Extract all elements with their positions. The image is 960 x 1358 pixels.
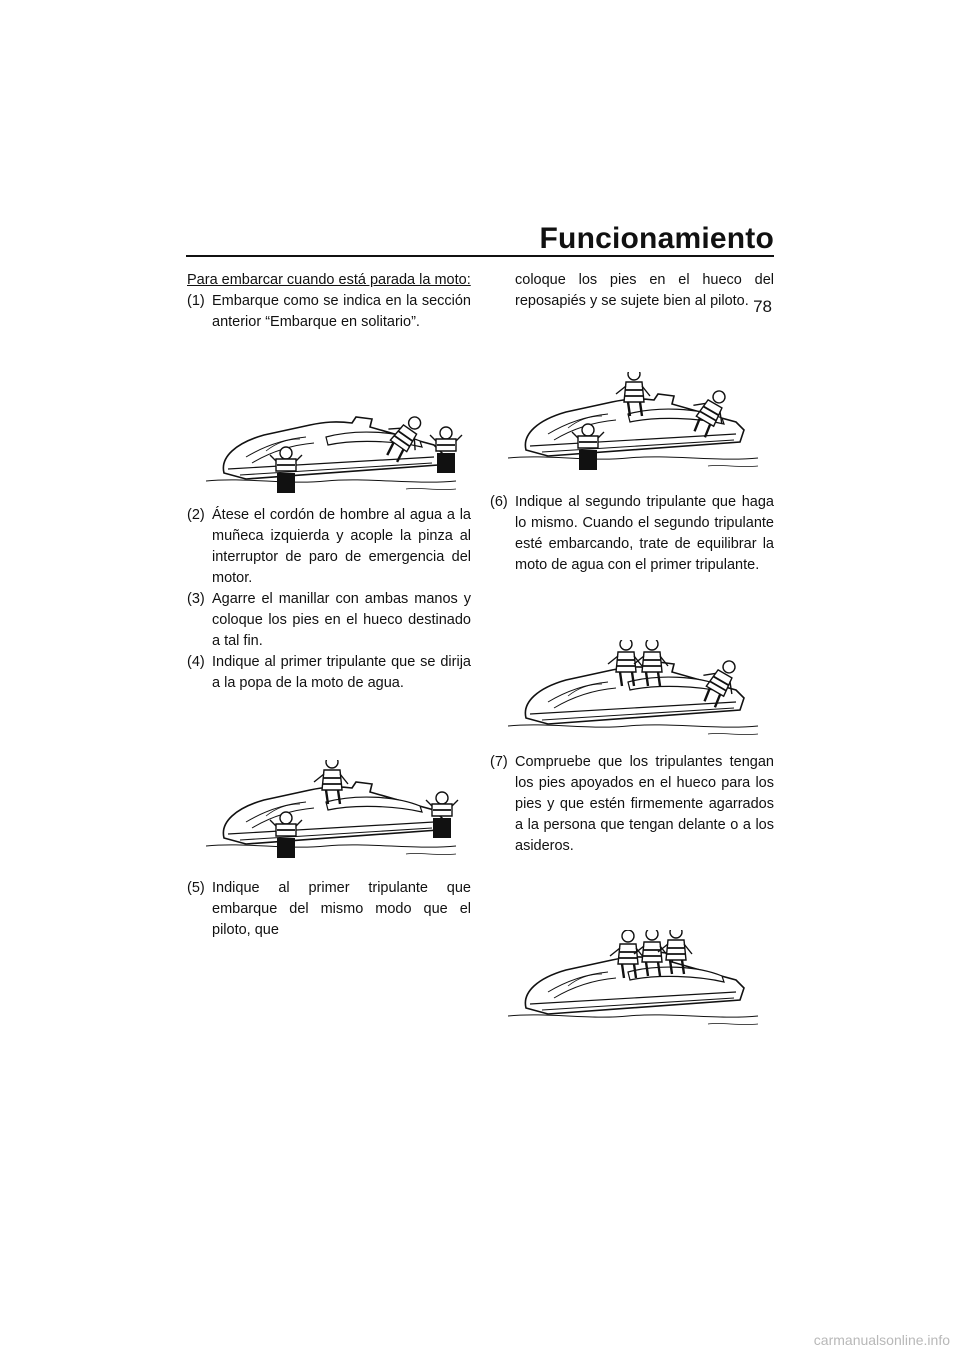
step-text: Compruebe que los tripulantes tengan los pies apoyados en el hueco para los pies y que estén firmemente agarrados a la persona que tengan delante o a los asideros. [515,754,774,854]
step-number: (1) [187,293,205,309]
step-3 [187,589,471,652]
step-text: Indique al primer tripulante que embarque del mismo modo que el piloto, que [212,880,471,938]
step-text: Átese el cordón de hombre al agua a la muñeca izquierda y acople la pinza al interruptor de paro de emergencia del motor. [212,507,471,586]
step-text: Indique al primer tripulante que se dirija a la popa de la moto de agua. [212,654,471,691]
step-5 [187,878,471,941]
step-text: Indique al segundo tripulante que haga lo mismo. Cuando el segundo tripulante esté embarcando, trate de equilibrar la moto de agua con el primer tripulante. [515,494,774,573]
step-text: Agarre el manillar con ambas manos y coloque los pies en el hueco destinado a tal fin. [212,591,471,649]
step-number: (3) [187,591,205,607]
step-4 [187,652,471,694]
watercraft-boarding-illustration-icon [508,372,768,472]
section-title: Funcionamiento [539,222,774,255]
right-column [490,270,774,857]
step-1 [187,291,471,333]
watercraft-boarding-illustration-icon [508,640,768,740]
step-number: (7) [490,754,508,770]
watercraft-boarding-illustration-icon [206,760,466,860]
step-number: (4) [187,654,205,670]
illustration-step-6 [508,640,768,740]
watercraft-boarding-illustration-icon [508,930,768,1030]
step-number: (6) [490,494,508,510]
step-number: (5) [187,880,205,896]
step-7 [490,752,774,857]
header-divider [186,255,774,257]
illustration-step-7 [508,930,768,1030]
subheading: Para embarcar cuando está parada la moto: [187,272,471,288]
step-text: Embarque como se indica en la sección anterior “Embarque en solitario”. [212,293,471,330]
step-5-continuation: coloque los pies en el hueco del reposapiés y se sujete bien al piloto. [515,272,774,309]
illustration-step-4 [206,760,466,860]
watercraft-boarding-illustration-icon [206,395,466,495]
watermark: carmanualsonline.info [813,1332,950,1348]
page-number: 78 [753,297,772,316]
illustration-step-5 [508,372,768,472]
step-6 [490,492,774,576]
step-2 [187,505,471,589]
illustration-step-1 [206,395,466,495]
step-number: (2) [187,507,205,523]
